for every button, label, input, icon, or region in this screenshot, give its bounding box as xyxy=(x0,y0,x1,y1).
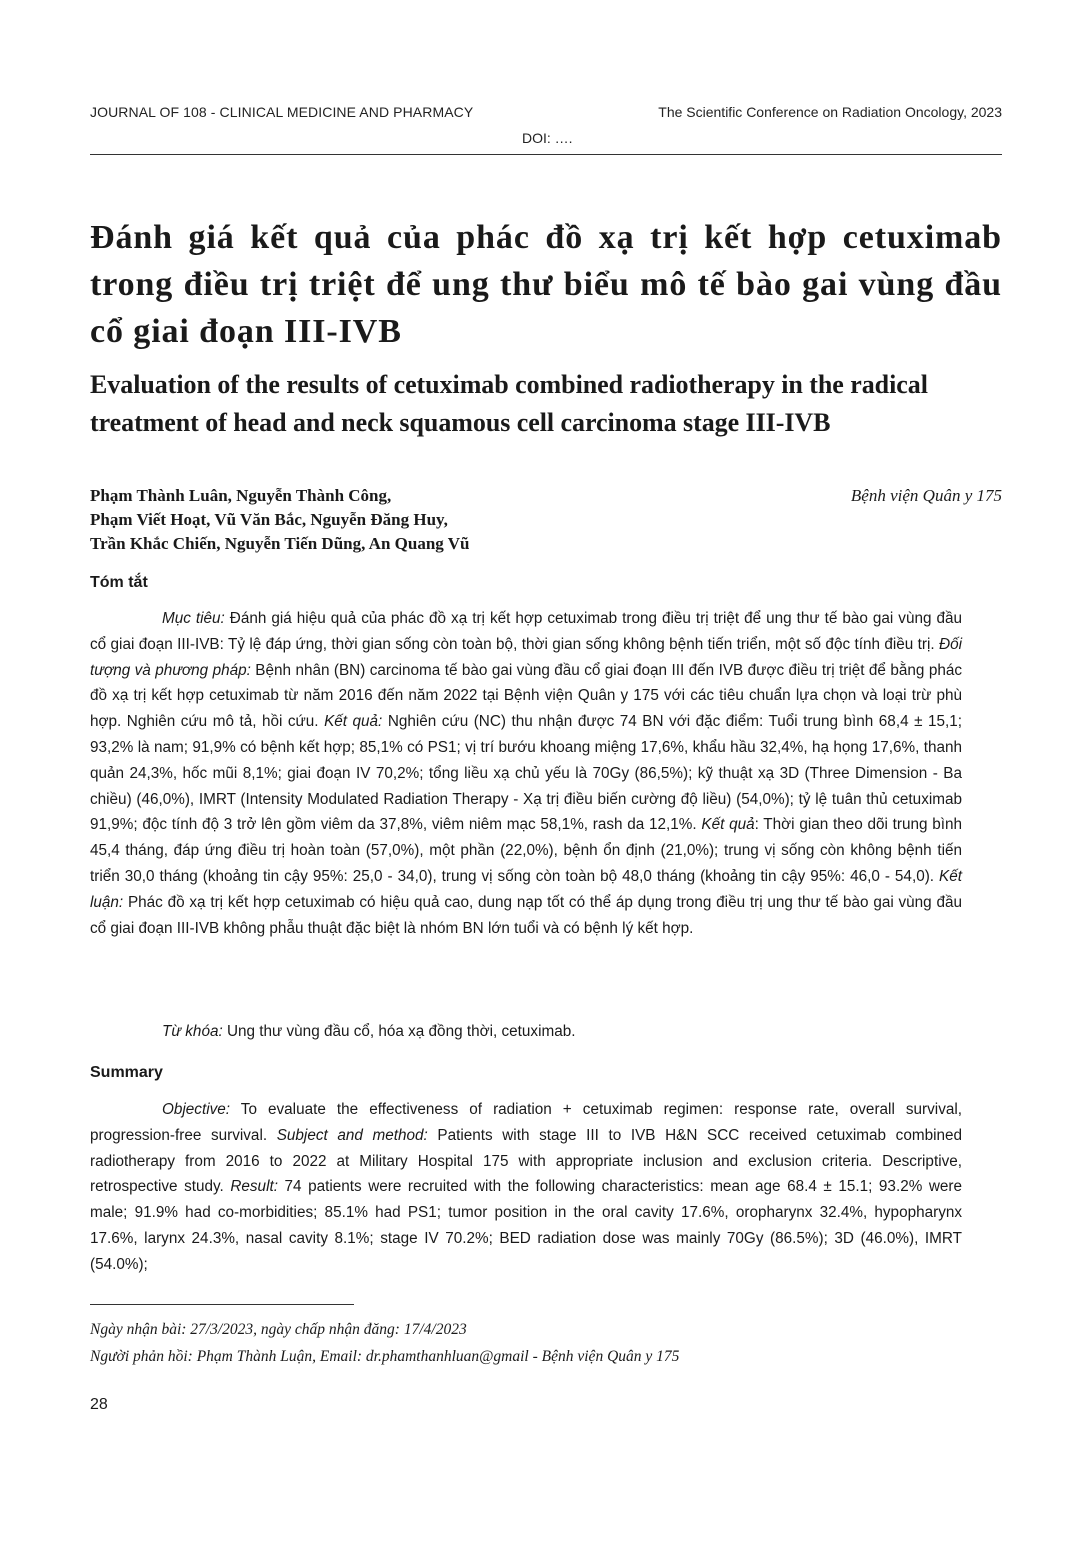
conference-name: The Scientific Conference on Radiation Oncology, 2023 xyxy=(658,104,1002,120)
keywords-label: Từ khóa: xyxy=(162,1023,223,1040)
method-text: Bệnh nhân (BN) carcinoma tế bào gai vùng đầu cổ giai đoạn III đến IVB được điều trị triệt để bằng phác đồ xạ trị kết hợp cetuximab từ năm 2016 đến năm 2022 tại Bệnh viện Quân y 175 với các tiêu chuẩn lựa chọn và loại trừ phù hợp. Nghiên cứu mô tả, hồi cứu. xyxy=(90,661,962,731)
journal-name: JOURNAL OF 108 - CLINICAL MEDICINE AND PHARMACY xyxy=(90,104,474,120)
result2-text: : Thời gian theo dõi trung bình 45,4 tháng, đáp ứng điều trị hoàn toàn (57,0%), một phần (22,0%), bệnh ổn định (21,0%); trung vị sống còn không bệnh tiến triển 30,0 tháng (khoảng tin cậy 95%: 25,0 - 34,0), trung vị sống còn toàn bộ 48,0 tháng (khoảng tin cậy 95%: 46,0 - 54,0). xyxy=(90,816,962,885)
result-text: Nghiên cứu (NC) thu nhận được 74 BN với đặc điểm: Tuổi trung bình 68,4 ± 15,1; 93,2% là nam; 91,9% có bệnh kết hợp; 85,1% có PS1; vị trí bướu khoang miệng 17,6%, khẩu hầu 32,4%, hạ họng 17,6%, thanh quản 24,3%, hốc mũi 8,1%; giai đoạn IV 70,2%; tổng liều xạ chủ yếu là 70Gy (86,5%); kỹ thuật xạ 3D (Three Dimension - Ba chiều) (46,0%), IMRT (Intensity Modulated Radiation Therapy - Xạ trị điều biến cường độ liều) (54,0%); tỷ lệ tuân thủ cetuximab 91,9%; độc tính độ 3 trở lên gồm viêm da 37,8%, viêm niêm mạc 58,1%, rash da 12,1%. xyxy=(90,713,963,834)
footnote-reviewer: Người phản hồi: Phạm Thành Luận, Email: dr.phamthanhluan@gmail - Bệnh viện Quân y 175 xyxy=(90,1348,680,1365)
title-vietnamese: Đánh giá kết quả của phác đồ xạ trị kết hợp cetuximab trong điều trị triệt để ung thư biểu mô tế bào gai vùng đầu cổ giai đoạn III-IVB xyxy=(90,219,1002,350)
author-line: Trần Khắc Chiến, Nguyễn Tiến Dũng, An Quang Vũ xyxy=(90,534,470,553)
article-page xyxy=(90,0,1002,1541)
doi: DOI: …. xyxy=(522,130,573,146)
abstract-vietnamese xyxy=(90,606,962,941)
objective-text: To evaluate the effectiveness of radiation + cetuximab regimen: response rate, overall survival, progression-free survival. xyxy=(90,1101,962,1144)
abstract-english xyxy=(90,1097,962,1278)
author-line: Phạm Thành Luân, Nguyễn Thành Công, xyxy=(90,486,392,505)
abstract-vi-heading: Tóm tắt xyxy=(90,574,148,591)
author-line: Phạm Viết Hoạt, Vũ Văn Bắc, Nguyễn Đăng Huy, xyxy=(90,510,448,529)
author-list xyxy=(90,484,690,556)
result2-label: Kết quả xyxy=(701,816,755,834)
affiliation: Bệnh viện Quân y 175 xyxy=(850,486,1002,505)
objective-label: Mục tiêu: xyxy=(162,610,225,627)
result-label: Result: xyxy=(230,1178,278,1196)
conclusion-text: Phác đồ xạ trị kết hợp cetuximab có hiệu quả cao, dung nạp tốt có thể áp dụng trong điều trị ung thư tế bào gai vùng đầu cổ giai đoạn III-IVB không phẫu thuật đặc biệt là nhóm BN lớn tuổi và có bệnh lý kết hợp. xyxy=(90,893,962,937)
keywords-text: Ung thư vùng đầu cổ, hóa xạ đồng thời, cetuximab. xyxy=(222,1023,576,1040)
summary-heading: Summary xyxy=(90,1064,163,1081)
footnote-received: Ngày nhận bài: 27/3/2023, ngày chấp nhận đăng: 17/4/2023 xyxy=(90,1321,467,1338)
keywords xyxy=(162,1019,576,1044)
conclusion-label: Kết luận: xyxy=(90,867,962,911)
title-english: Evaluation of the results of cetuximab combined radiotherapy in the radical treatment of head and neck squamous cell carcinoma stage III-IVB xyxy=(90,370,928,437)
method-text: Patients with stage III to IVB H&N SCC received cetuximab combined radiotherapy from 2016 to 2022 at Military Hospital 175 with appropriate inclusion and exclusion criteria. Descriptive, retrospective study. xyxy=(90,1126,963,1196)
method-label: Đối tượng và phương pháp: xyxy=(90,635,962,679)
result-label: Kết quả: xyxy=(324,713,383,731)
objective-text: Đánh giá hiệu quả của phác đồ xạ trị kết hợp cetuximab trong điều trị triệt để ung thư tế bào gai vùng đầu cổ giai đoạn III-IVB: Tỷ lệ đáp ứng, thời gian sống còn toàn bộ, thời gian sống không bệnh tiến triển, một số độc tính điều trị. xyxy=(90,610,962,653)
method-label: Subject and method: xyxy=(276,1126,428,1144)
result-text: 74 patients were recruited with the following characteristics: mean age 68.4 ± 15.1; 93.2% were male; 91.9% had co-morbidities; 85.1% had PS1; tumor position in the oral cavity 17.6%, oropharynx 32.4%, hypopharynx 17.6%, larynx 24.3%, nasal cavity 8.1%; stage IV 70.2%; BED radiation dose was mainly 70Gy (86.5%); 3D (46.0%), IMRT (54.0%); xyxy=(90,1178,963,1273)
objective-label: Objective: xyxy=(162,1101,231,1118)
page-number: 28 xyxy=(90,1396,108,1413)
footnote-divider xyxy=(90,1304,354,1305)
header-divider xyxy=(90,154,1002,155)
